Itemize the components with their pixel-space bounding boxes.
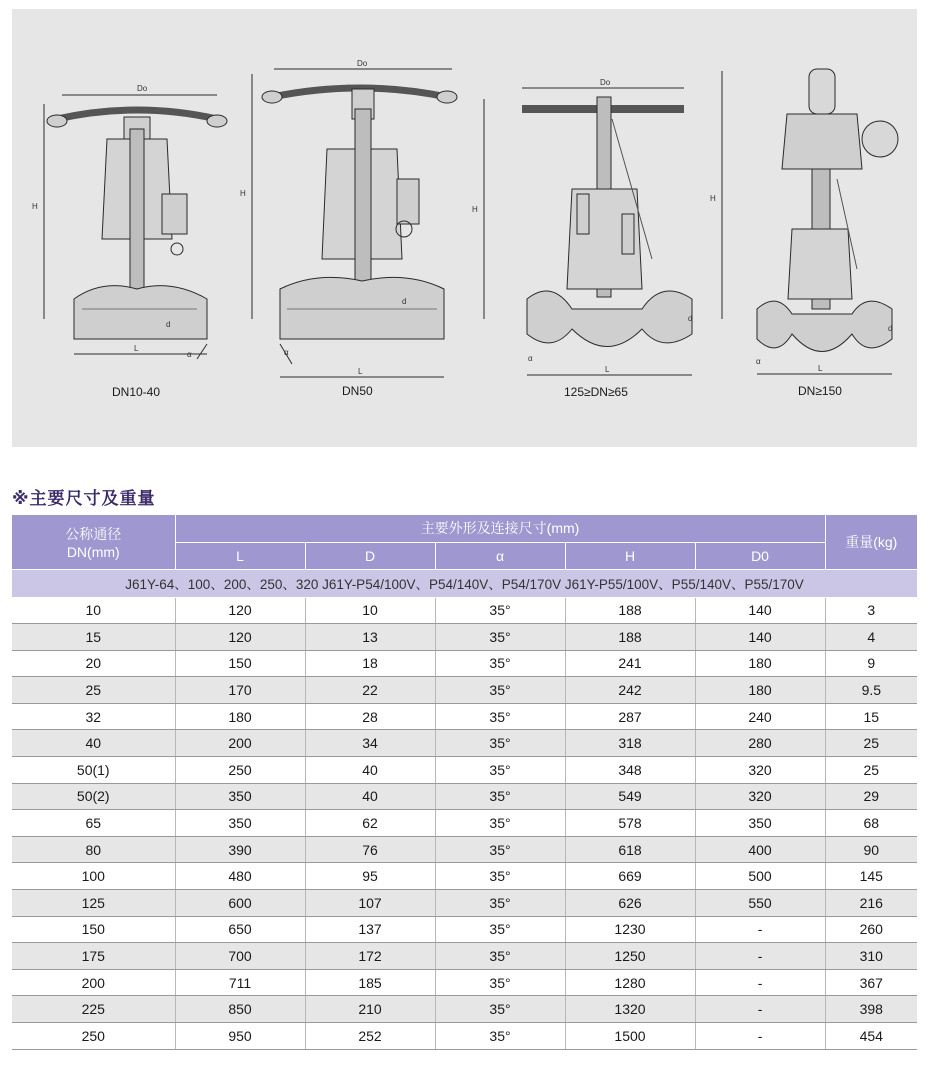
header-col-h: H: [565, 542, 695, 569]
cell-l: 150: [175, 650, 305, 677]
table-row: [12, 810, 917, 837]
cell-d: 185: [305, 969, 435, 996]
valve-drawings-panel: [12, 9, 917, 447]
cell-l: 850: [175, 996, 305, 1023]
cell-l: 250: [175, 757, 305, 784]
cell-dn: 100: [12, 863, 175, 890]
cell-weight: 4: [825, 624, 917, 651]
cell-dn: 25: [12, 677, 175, 704]
cell-dn: 32: [12, 703, 175, 730]
drawing2-alpha-label: α: [284, 348, 289, 357]
cell-weight: 260: [825, 916, 917, 943]
cell-weight: 15: [825, 703, 917, 730]
table-row: [12, 783, 917, 810]
drawing1-caption: DN10-40: [112, 385, 161, 399]
cell-alpha: 35°: [435, 943, 565, 970]
drawing3-l-label: L: [605, 365, 610, 374]
cell-h: 287: [565, 703, 695, 730]
cell-weight: 90: [825, 836, 917, 863]
cell-alpha: 35°: [435, 703, 565, 730]
cell-d: 252: [305, 1023, 435, 1050]
cell-d: 10: [305, 597, 435, 624]
dimensions-weight-table: [12, 515, 917, 1050]
cell-dn: 50(1): [12, 757, 175, 784]
drawing4-l-label: L: [818, 364, 823, 373]
cell-dn: 40: [12, 730, 175, 757]
table-row: [12, 916, 917, 943]
header-weight: 重量(kg): [825, 515, 917, 569]
cell-d0: -: [695, 996, 825, 1023]
cell-l: 480: [175, 863, 305, 890]
cell-d0: 320: [695, 757, 825, 784]
cell-weight: 216: [825, 890, 917, 917]
cell-l: 600: [175, 890, 305, 917]
cell-weight: 68: [825, 810, 917, 837]
cell-l: 650: [175, 916, 305, 943]
header-dn-line1: 公称通径: [65, 525, 122, 542]
cell-h: 578: [565, 810, 695, 837]
cell-l: 120: [175, 624, 305, 651]
cell-d: 40: [305, 757, 435, 784]
cell-dn: 125: [12, 890, 175, 917]
cell-l: 350: [175, 783, 305, 810]
header-dimensions-group: 主要外形及连接尺寸(mm): [175, 515, 825, 542]
cell-d: 95: [305, 863, 435, 890]
model-series-3: J61Y-P55/100V、P55/140V、P55/170V: [564, 577, 804, 592]
cell-alpha: 35°: [435, 730, 565, 757]
cell-d0: 550: [695, 890, 825, 917]
drawing3-d-label: d: [688, 314, 693, 323]
cell-d: 137: [305, 916, 435, 943]
drawing2-caption: DN50: [342, 384, 373, 398]
cell-h: 549: [565, 783, 695, 810]
cell-alpha: 35°: [435, 1023, 565, 1050]
cell-weight: 310: [825, 943, 917, 970]
cell-d: 34: [305, 730, 435, 757]
cell-dn: 175: [12, 943, 175, 970]
cell-d: 40: [305, 783, 435, 810]
cell-dn: 20: [12, 650, 175, 677]
cell-d0: 180: [695, 677, 825, 704]
cell-l: 120: [175, 597, 305, 624]
cell-h: 1230: [565, 916, 695, 943]
cell-d0: 400: [695, 836, 825, 863]
drawing2-l-label: L: [358, 367, 363, 376]
cell-d0: 140: [695, 624, 825, 651]
table-row: [12, 677, 917, 704]
cell-alpha: 35°: [435, 836, 565, 863]
cell-dn: 225: [12, 996, 175, 1023]
table-row: [12, 863, 917, 890]
cell-h: 626: [565, 890, 695, 917]
table-row: [12, 836, 917, 863]
cell-d: 13: [305, 624, 435, 651]
cell-d0: 500: [695, 863, 825, 890]
drawing2-d-label: d: [402, 297, 407, 306]
header-col-l: L: [175, 542, 305, 569]
cell-weight: 25: [825, 730, 917, 757]
cell-d: 62: [305, 810, 435, 837]
drawing-dn150-up: [710, 69, 898, 398]
drawing3-alpha-label: α: [528, 354, 533, 363]
cell-h: 188: [565, 597, 695, 624]
drawing4-alpha-label: α: [756, 357, 761, 366]
cell-weight: 454: [825, 1023, 917, 1050]
header-col-d0: D0: [695, 542, 825, 569]
drawing4-d-label: d: [888, 324, 893, 333]
table-row: [12, 969, 917, 996]
cell-l: 390: [175, 836, 305, 863]
cell-d0: 240: [695, 703, 825, 730]
cell-alpha: 35°: [435, 863, 565, 890]
table-row: [12, 890, 917, 917]
drawing-dn50: [240, 59, 457, 398]
table-row: [12, 1023, 917, 1050]
cell-alpha: 35°: [435, 597, 565, 624]
table-row: [12, 650, 917, 677]
cell-d: 210: [305, 996, 435, 1023]
cell-alpha: 35°: [435, 650, 565, 677]
cell-d: 107: [305, 890, 435, 917]
table-row: [12, 943, 917, 970]
table-row: [12, 703, 917, 730]
cell-dn: 65: [12, 810, 175, 837]
header-dn: [12, 515, 175, 569]
drawing1-l-label: L: [134, 344, 139, 353]
cell-weight: 145: [825, 863, 917, 890]
cell-weight: 9.5: [825, 677, 917, 704]
cell-d0: -: [695, 1023, 825, 1050]
cell-weight: 398: [825, 996, 917, 1023]
cell-h: 318: [565, 730, 695, 757]
cell-l: 180: [175, 703, 305, 730]
cell-weight: 367: [825, 969, 917, 996]
cell-d: 28: [305, 703, 435, 730]
cell-h: 1250: [565, 943, 695, 970]
cell-dn: 50(2): [12, 783, 175, 810]
cell-h: 348: [565, 757, 695, 784]
cell-l: 350: [175, 810, 305, 837]
model-series-2: J61Y-P54/100V、P54/140V、P54/170V: [322, 577, 562, 592]
cell-alpha: 35°: [435, 677, 565, 704]
drawing-dn10-40: [32, 84, 227, 399]
cell-weight: 29: [825, 783, 917, 810]
table-row: [12, 597, 917, 624]
cell-h: 669: [565, 863, 695, 890]
drawing3-h-label: H: [472, 205, 478, 214]
cell-alpha: 35°: [435, 916, 565, 943]
drawing1-d-label: d: [166, 320, 171, 329]
cell-d0: 180: [695, 650, 825, 677]
drawing3-do-label: Do: [600, 78, 611, 87]
cell-dn: 200: [12, 969, 175, 996]
drawing1-do-label: Do: [137, 84, 148, 93]
cell-h: 1280: [565, 969, 695, 996]
cell-d0: 350: [695, 810, 825, 837]
cell-alpha: 35°: [435, 969, 565, 996]
cell-dn: 15: [12, 624, 175, 651]
cell-l: 200: [175, 730, 305, 757]
cell-h: 188: [565, 624, 695, 651]
cell-alpha: 35°: [435, 996, 565, 1023]
cell-h: 242: [565, 677, 695, 704]
model-row: [12, 569, 917, 597]
cell-dn: 150: [12, 916, 175, 943]
drawing4-caption: DN≥150: [798, 384, 842, 398]
cell-l: 700: [175, 943, 305, 970]
cell-d: 22: [305, 677, 435, 704]
drawing3-caption: 125≥DN≥65: [564, 385, 628, 399]
header-col-alpha: α: [435, 542, 565, 569]
valve-drawings: [12, 9, 917, 447]
model-cell: [12, 569, 917, 597]
drawing-dn65-125: [472, 78, 692, 399]
cell-l: 170: [175, 677, 305, 704]
cell-d: 172: [305, 943, 435, 970]
cell-h: 1500: [565, 1023, 695, 1050]
model-series-1: J61Y-64、100、200、250、320: [125, 577, 319, 592]
header-col-d: D: [305, 542, 435, 569]
section-title: ※主要尺寸及重量: [12, 489, 156, 509]
cell-alpha: 35°: [435, 757, 565, 784]
drawing4-h-label: H: [710, 194, 716, 203]
cell-d0: -: [695, 969, 825, 996]
cell-dn: 80: [12, 836, 175, 863]
cell-d: 76: [305, 836, 435, 863]
cell-dn: 250: [12, 1023, 175, 1050]
cell-dn: 10: [12, 597, 175, 624]
table-row: [12, 996, 917, 1023]
drawing1-alpha-label: α: [187, 350, 192, 359]
cell-l: 950: [175, 1023, 305, 1050]
drawing1-h-label: H: [32, 202, 38, 211]
table-row: [12, 730, 917, 757]
cell-d: 18: [305, 650, 435, 677]
cell-d0: -: [695, 943, 825, 970]
cell-d0: 140: [695, 597, 825, 624]
cell-weight: 9: [825, 650, 917, 677]
table-row: [12, 624, 917, 651]
cell-alpha: 35°: [435, 810, 565, 837]
header-dn-line2: DN(mm): [66, 543, 120, 560]
cell-h: 1320: [565, 996, 695, 1023]
cell-d0: -: [695, 916, 825, 943]
drawing2-h-label: H: [240, 189, 246, 198]
cell-alpha: 35°: [435, 890, 565, 917]
table-row: [12, 757, 917, 784]
cell-alpha: 35°: [435, 624, 565, 651]
cell-d0: 280: [695, 730, 825, 757]
drawing2-do-label: Do: [357, 59, 368, 68]
cell-d0: 320: [695, 783, 825, 810]
cell-weight: 25: [825, 757, 917, 784]
cell-alpha: 35°: [435, 783, 565, 810]
cell-weight: 3: [825, 597, 917, 624]
cell-h: 241: [565, 650, 695, 677]
cell-h: 618: [565, 836, 695, 863]
cell-l: 711: [175, 969, 305, 996]
